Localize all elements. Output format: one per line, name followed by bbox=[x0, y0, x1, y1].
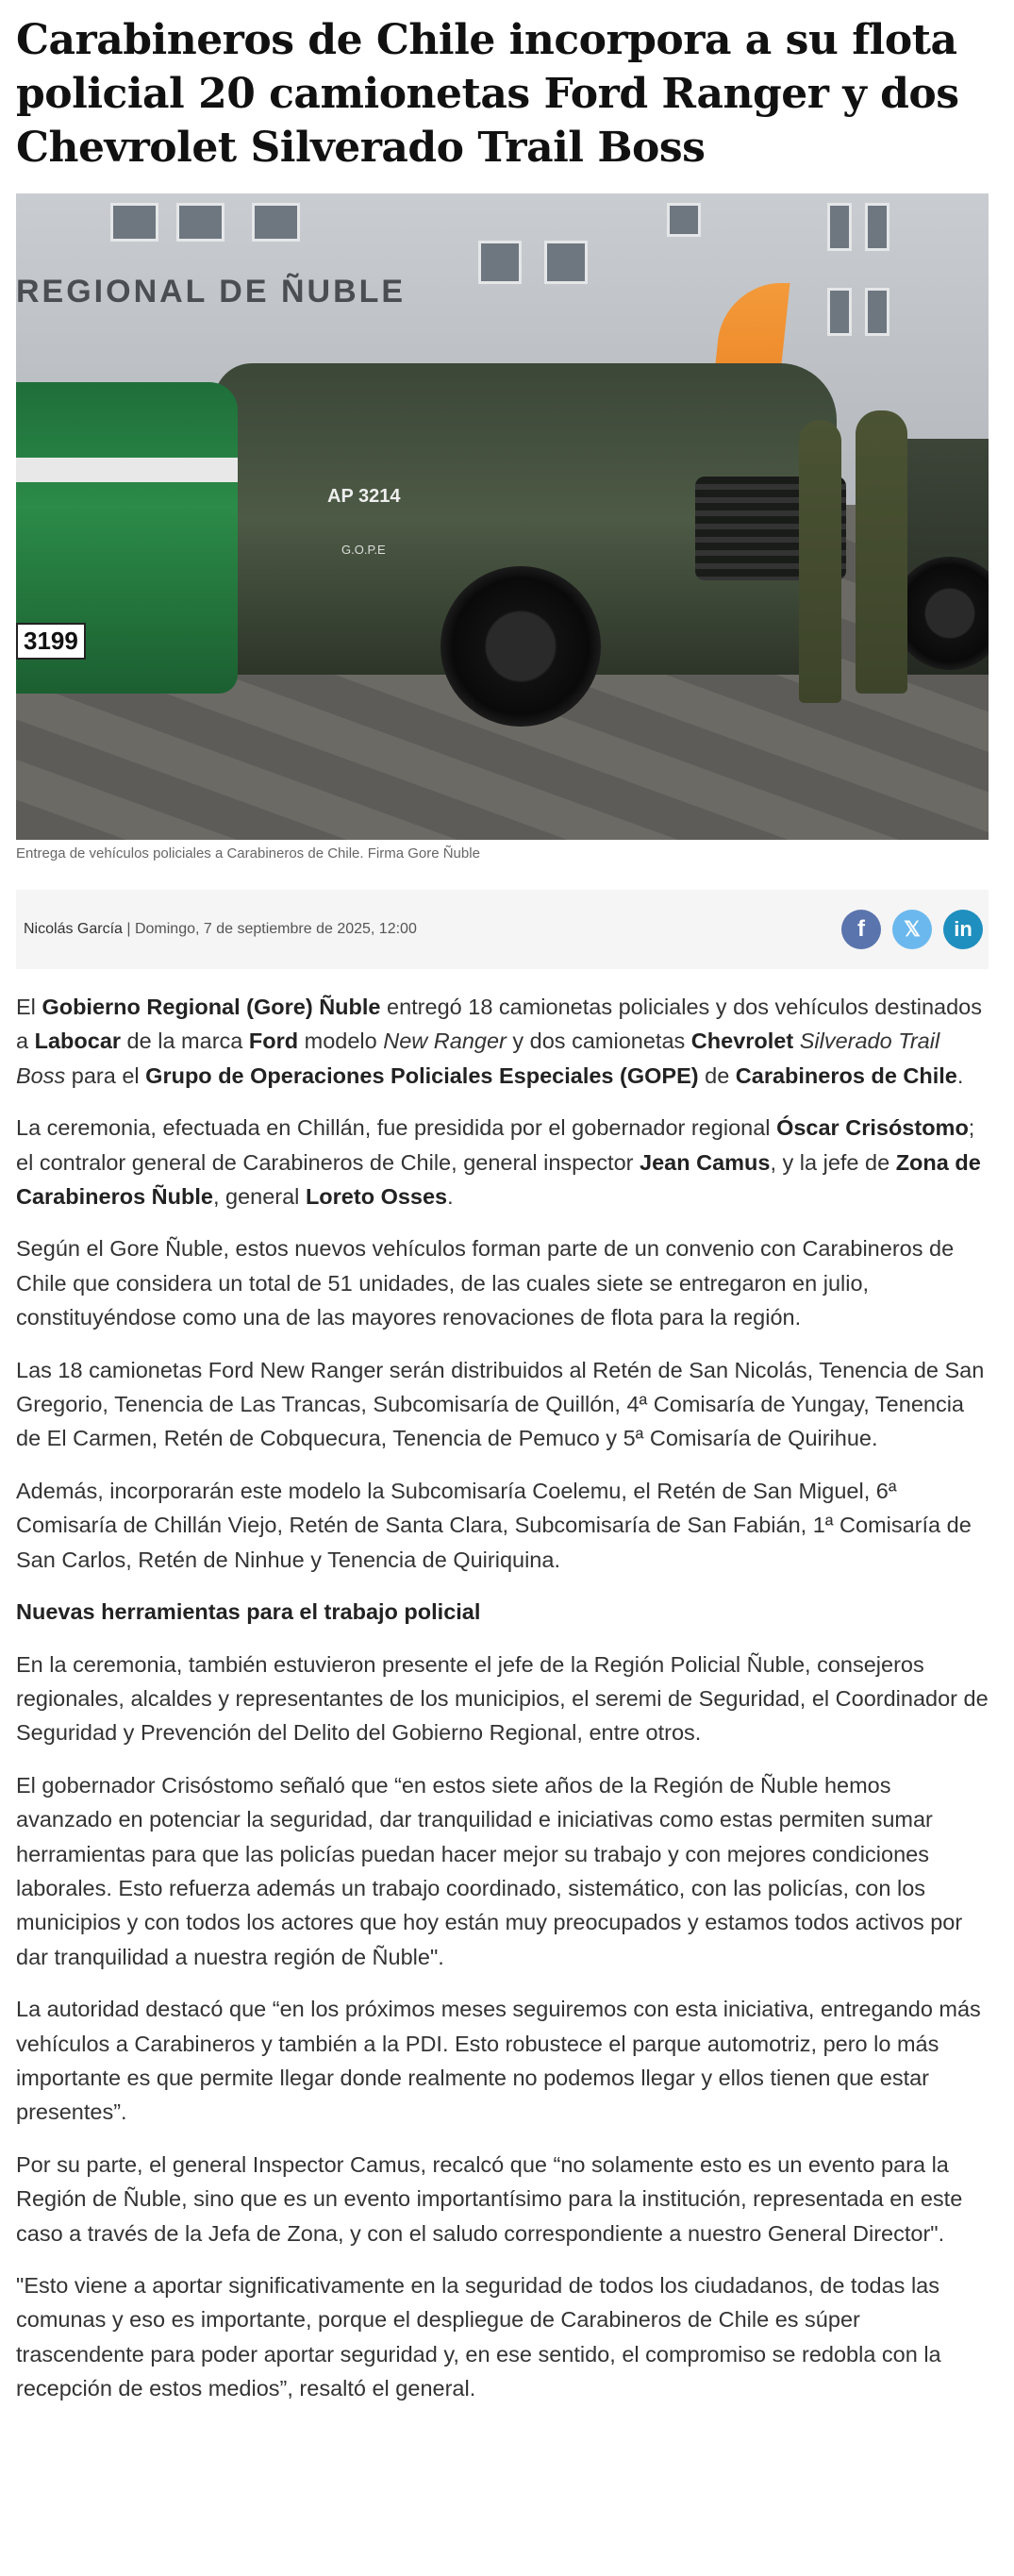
photo-caption: Entrega de vehículos policiales a Carabineros de Chile. Firma Gore Ñuble bbox=[16, 845, 480, 861]
text: ; el contralor general de Carabineros de Chile, general inspector bbox=[16, 1115, 975, 1175]
paragraph bbox=[16, 1768, 989, 1974]
bold-text: Carabineros de Chile bbox=[735, 1062, 957, 1088]
paragraph bbox=[16, 1474, 989, 1577]
text: Además, incorporarán este modelo la Subcomisaría Coelemu, el Retén de San Miguel, 6ª Comisaría de Chillán Viejo, Retén de Santa Clara, Subcomisaría de San Fabián, 1ª Comisaría de San Carlos, Retén de Ninhue y Tenencia de Quiriquina. bbox=[16, 1478, 972, 1572]
text: El gobernador Crisóstomo señaló que “en estos siete años de la Región de Ñuble hemos avanzado en potenciar la seguridad, dar tranquilidad e iniciativas como estas permiten sumar herramientas para que las policías puedan hacer mejor su trabajo y con mejores condiciones laborales. Esto refuerza además un trabajo coordinado, sistemático, con las policías, con los municipios y con todos los actores que hoy están muy preocupados y estamos todos activos por dar tranquilidad a nuestra región de Ñuble". bbox=[16, 1772, 963, 1969]
plate: 3199 bbox=[16, 623, 86, 660]
text: Nuevas herramientas para el trabajo policial bbox=[16, 1599, 481, 1625]
text: entregó 18 camionetas policiales y dos vehículos destinados a bbox=[16, 995, 982, 1054]
text: En la ceremonia, también estuvieron presente el jefe de la Región Policial Ñuble, consejeros regionales, alcaldes y representantes de los municipios, el seremi de Seguridad, el Coordinador de Seguridad y Prevención del Delito del Gobierno Regional, entre otros. bbox=[16, 1651, 989, 1746]
italic-text: New Ranger bbox=[383, 1029, 507, 1054]
text: de bbox=[698, 1062, 736, 1088]
bold-text: Zona de Carabineros Ñuble bbox=[16, 1149, 981, 1210]
text: El bbox=[16, 995, 42, 1019]
text: Según el Gore Ñuble, estos nuevos vehículos forman parte de un convenio con Carabineros de Chile que considera un total de 51 unidades, de las cuales siete se entregaron en julio, constituyéndose como una de las mayores renovaciones de flota para la región. bbox=[16, 1236, 955, 1330]
ford-ranger bbox=[16, 382, 238, 694]
bold-text: Chevrolet bbox=[690, 1029, 794, 1054]
text: , general bbox=[212, 1184, 306, 1210]
bold-text: Grupo de Operaciones Policiales Especiales (GOPE) bbox=[145, 1062, 699, 1088]
bold-text: Ford bbox=[248, 1029, 299, 1054]
facebook-icon: f bbox=[857, 916, 865, 942]
text: para el bbox=[65, 1062, 146, 1088]
section-heading bbox=[16, 1595, 989, 1629]
building-sign: REGIONAL DE ÑUBLE bbox=[16, 274, 407, 309]
paragraph bbox=[16, 1231, 989, 1334]
text: Las 18 camionetas Ford New Ranger serán distribuidos al Retén de San Nicolás, Tenencia de San Gregorio, Tenencia de Las Trancas, Subcomisaría de Quillón, 4ª Comisaría de Yungay, Tenencia de El Carmen, Retén de Cobquecura, Tenencia de Pemuco y 5ª Comisaría de Quirihue. bbox=[16, 1357, 985, 1451]
facebook-share-button[interactable] bbox=[841, 910, 881, 949]
paragraph bbox=[16, 1353, 989, 1456]
text: "Esto viene a aportar significativamente en la seguridad de todos los ciudadanos, de todas las comunas y eso es importante, porque el despliegue de Carabineros de Chile es súper trascendente para poder aportar seguridad y, en ese sentido, el compromiso se redobla con la recepción de estos medios”, resaltó el general. bbox=[16, 2273, 941, 2401]
paragraph bbox=[16, 1648, 989, 1750]
x-share-button[interactable] bbox=[892, 910, 932, 949]
paragraph bbox=[16, 1111, 989, 1213]
bold-text: Óscar Crisóstomo bbox=[776, 1115, 969, 1141]
linkedin-icon: in bbox=[954, 917, 972, 941]
officer bbox=[856, 410, 907, 694]
byline bbox=[24, 921, 417, 938]
author[interactable]: Nicolás García bbox=[24, 921, 123, 937]
byline-separator: | bbox=[122, 921, 135, 937]
linkedin-share-button[interactable] bbox=[943, 910, 983, 949]
article bbox=[16, 0, 989, 2424]
x-icon: 𝕏 bbox=[904, 917, 921, 941]
wheel bbox=[441, 566, 601, 727]
article-photo bbox=[16, 193, 989, 840]
bold-text: Labocar bbox=[34, 1029, 122, 1054]
text: . bbox=[956, 1062, 964, 1088]
paragraph bbox=[16, 990, 989, 1093]
text: de la marca bbox=[121, 1029, 249, 1054]
paragraph bbox=[16, 1992, 989, 2130]
article-body bbox=[16, 990, 989, 2406]
text: y dos camionetas bbox=[506, 1029, 691, 1054]
paragraph bbox=[16, 2148, 989, 2250]
article-title: Carabineros de Chile incorpora a su flota policial 20 camionetas Ford Ranger y dos Chevrolet Silverado Trail Boss bbox=[16, 16, 959, 172]
byline-bar bbox=[16, 890, 989, 969]
text: La ceremonia, efectuada en Chillán, fue presidida por el gobernador regional bbox=[16, 1115, 777, 1141]
publish-date: Domingo, 7 de septiembre de 2025, 12:00 bbox=[134, 921, 417, 937]
text: . bbox=[447, 1184, 454, 1210]
bold-text: Loreto Osses bbox=[305, 1184, 448, 1210]
truck-unit: G.O.P.E bbox=[341, 543, 386, 557]
officer bbox=[799, 420, 841, 703]
paragraph bbox=[16, 2268, 989, 2406]
truck-id: AP 3214 bbox=[327, 486, 401, 507]
text: La autoridad destacó que “en los próximos meses seguiremos con esta iniciativa, entregando más vehículos a Carabineros y también a la PDI. Esto robustece el parque automotriz, pero lo más importante es que permite llegar donde realmente no podemos llegar y ellos tienen que estar presentes”. bbox=[16, 1997, 981, 2125]
text: , y la jefe de bbox=[770, 1149, 896, 1175]
text: Por su parte, el general Inspector Camus, recalcó que “no solamente esto es un evento para la Región de Ñuble, sino que es un evento importantísimo para la institución, representada en este caso a través de la Jefa de Zona, y con el saludo correspondiente a nuestro General Director". bbox=[16, 2151, 963, 2246]
bold-text: Jean Camus bbox=[640, 1149, 771, 1175]
text: modelo bbox=[298, 1029, 384, 1054]
bold-text: Gobierno Regional (Gore) Ñuble bbox=[42, 995, 381, 1019]
italic-text: Silverado Trail Boss bbox=[16, 1029, 940, 1088]
share-buttons bbox=[841, 910, 983, 949]
